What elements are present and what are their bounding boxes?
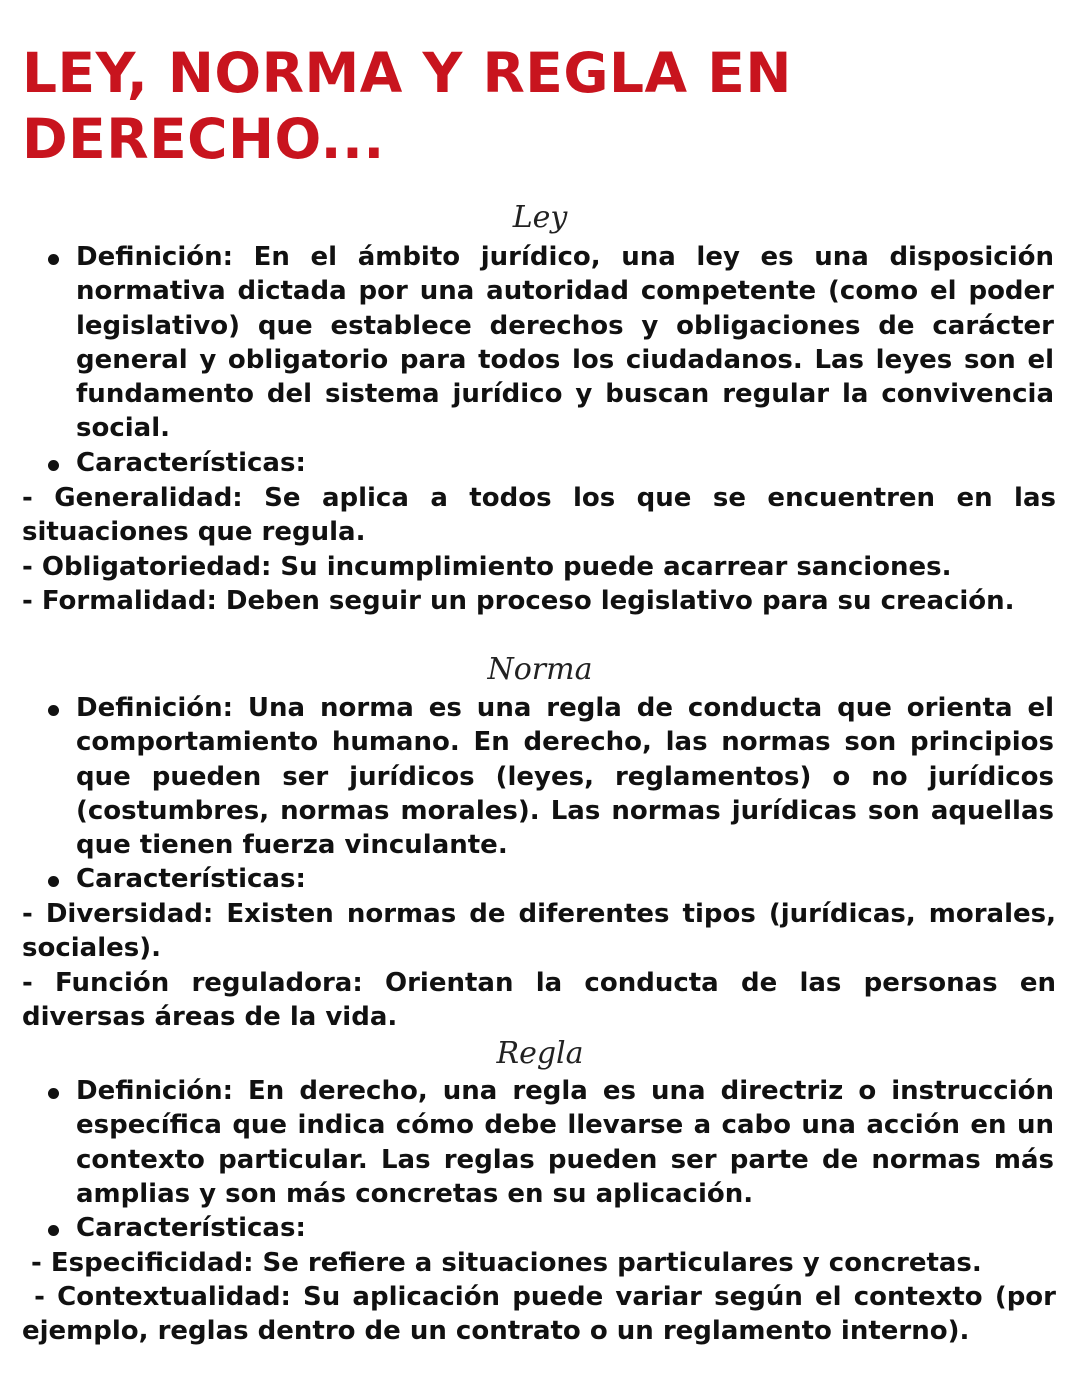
bullet-dot-icon bbox=[48, 876, 59, 887]
norma-item-diversidad: - Diversidad: Existen normas de diferentes tipos (jurídicas, morales, sociales). bbox=[22, 899, 1056, 964]
ley-definition: Definición: En el ámbito jurídico, una ley es una disposición normativa dictada por una autoridad competente (como el poder legislativo) que establece derechos y obligaciones de carácter general y obligatorio para todos los ciudadanos. Las leyes son el fundamento del sistema jurídico y buscan regular la convivencia social. bbox=[76, 242, 1054, 444]
bullet-dot-icon bbox=[48, 1225, 59, 1236]
norma-definition: Definición: Una norma es una regla de conducta que orienta el comportamiento humano. En derecho, las normas son principios que pueden ser jurídicos (leyes, reglamentos) o no jurídicos (costumbres, normas morales). Las normas jurídicas son aquellas que tienen fuerza vinculante. bbox=[76, 693, 1054, 861]
ley-item-generalidad: - Generalidad: Se aplica a todos los que se encuentren en las situaciones que regula. bbox=[22, 483, 1056, 548]
regla-item-especificidad: - Especificidad: Se refiere a situaciones particulares y concretas. bbox=[22, 1248, 982, 1278]
regla-characteristics-label: Características: bbox=[76, 1213, 306, 1243]
bullet-dot-icon bbox=[48, 705, 59, 716]
section-heading-norma: Norma bbox=[487, 652, 593, 687]
section-heading-ley: Ley bbox=[512, 200, 568, 235]
bullet-dot-icon bbox=[48, 460, 59, 471]
bullet-dot-icon bbox=[48, 1088, 59, 1099]
document-title: LEY, NORMA Y REGLA EN DERECHO... bbox=[22, 41, 792, 171]
regla-item-contextualidad: - Contextualidad: Su aplicación puede variar según el contexto (por ejemplo, reglas dentro de un contrato o un reglamento interno). bbox=[22, 1282, 1066, 1347]
bullet-dot-icon bbox=[48, 254, 59, 265]
ley-item-formalidad: - Formalidad: Deben seguir un proceso legislativo para su creación. bbox=[22, 586, 1015, 616]
ley-characteristics-label: Características: bbox=[76, 448, 306, 478]
norma-item-funcion-reguladora: - Función reguladora: Orientan la conducta de las personas en diversas áreas de la vida. bbox=[22, 968, 1056, 1033]
section-heading-regla: Regla bbox=[496, 1036, 584, 1071]
regla-definition: Definición: En derecho, una regla es una directriz o instrucción específica que indica cómo debe llevarse a cabo una acción en un contexto particular. Las reglas pueden ser parte de normas más amplias y son más concretas en su aplicación. bbox=[76, 1076, 1054, 1209]
ley-item-obligatoriedad: - Obligatoriedad: Su incumplimiento puede acarrear sanciones. bbox=[22, 552, 952, 582]
norma-characteristics-label: Características: bbox=[76, 864, 306, 894]
